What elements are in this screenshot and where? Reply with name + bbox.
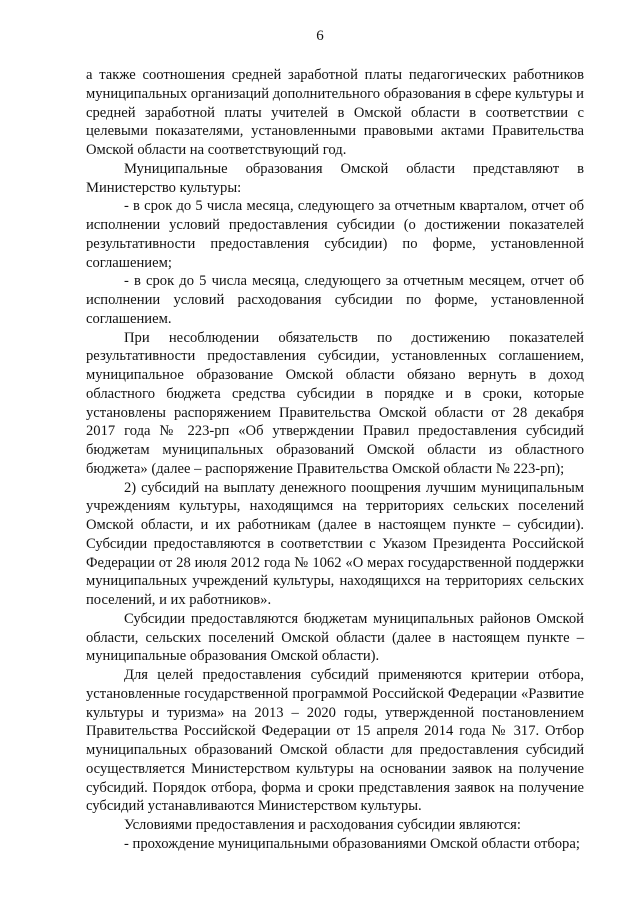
paragraph-conditions-heading: Условиями предоставления и расходования субсидии являются: (124, 817, 521, 833)
paragraph-selection-passing: - прохождение муниципальными образованиями Омской области отбора; (124, 835, 580, 852)
paragraph-subsidy-recipients: Субсидии предоставляются бюджетам муниципальных районов Омской области, сельских поселений Омской области (далее в настоящем пункте – муниципальные образования Омской области). (86, 610, 584, 665)
paragraph-selection-criteria: Для целей предоставления субсидий применяются критерии отбора, установленные государственной программой Российской Федерации «Развитие культуры и туризма» на 2013 – 2020 годы, утвержденной постановлением Правительства Российской Федерации от 15 апреля 2014 года № 317. Отбор муниципальных образований Омской области для предоставления субсидий осуществляется Министерством культуры на основании заявок на получение субсидий. Порядок отбора, форма и сроки представления заявок на получение субсидий устанавливаются Министерством культуры. (86, 667, 584, 815)
page-number: 6 (316, 28, 324, 44)
document-body (86, 66, 584, 854)
paragraph-rural-culture-subsidies: 2) субсидий на выплату денежного поощрения лучшим муниципальным учреждениям культуры, находящимся на территориях сельских поселений Омской области, и их работникам (далее в настоящем пункте – субсидии). Субсидии предоставляются в соответствии с Указом Президента Российской Федерации от 28 июля 2012 года № 1062 «О мерах государственной поддержки муниципальных учреждений культуры, находящихся на территориях сельских поселений, и их работников». (86, 479, 584, 608)
paragraph-monthly-report: - в срок до 5 числа месяца, следующего за отчетным месяцем, отчет об исполнении условий расходования субсидии по форме, установленной соглашением. (86, 273, 584, 327)
paragraph-target-salary-ratio: а также соотношения средней заработной платы педагогических работников муниципальных организаций дополнительного образования в сфере культуры и средней заработной платы учителей в Омской области в соответствии с целевыми показателями, установленными правовыми актами Правительства Омской области на соответствующий год. (86, 67, 584, 158)
paragraph-non-compliance: При несоблюдении обязательств по достижению показателей результативности предоставления субсидии, установленных соглашением, муниципальное образование Омской области обязано вернуть в доход областного бюджета средства субсидии в порядке и в сроки, которые установлены распоряжением Правительства Омской области от 28 декабря 2017 года № 223-рп «Об утверждении Правил предоставления субсидий бюджетам муниципальных образований Омской области из областного бюджета» (далее – распоряжение Правительства Омской области № 223-рп); (86, 329, 584, 477)
paragraph-municipal-reporting: Муниципальные образования Омской области представляют в Министерство культуры: (86, 160, 584, 196)
paragraph-quarterly-report: - в срок до 5 числа месяца, следующего за отчетным кварталом, отчет об исполнении условий предоставления субсидии (о достижении показателей результативности предоставления субсидии) по форме, установленной соглашением; (86, 198, 584, 271)
